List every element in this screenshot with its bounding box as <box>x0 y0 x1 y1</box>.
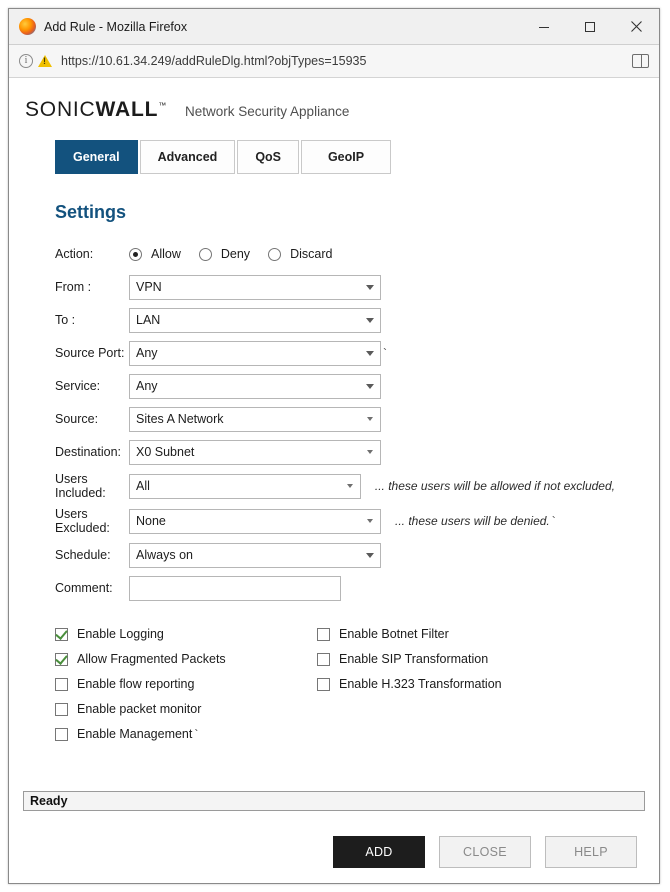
row-comment <box>55 575 615 601</box>
from-label: From : <box>55 280 92 294</box>
checkbox-row-enable-botnet-filter[interactable] <box>317 627 579 641</box>
destination-label: Destination: <box>55 445 122 459</box>
radio-discard-label: Discard <box>290 247 333 261</box>
comment-label: Comment: <box>55 581 113 595</box>
window-titlebar <box>9 9 659 45</box>
close-dialog-button[interactable]: CLOSE <box>439 836 531 868</box>
row-action <box>55 241 615 267</box>
checkbox-enable-flow-reporting[interactable] <box>55 678 68 691</box>
radio-deny[interactable] <box>199 248 212 261</box>
checkbox-row-enable-logging[interactable] <box>55 627 317 641</box>
checkbox-enable-sip-transformation[interactable] <box>317 653 330 666</box>
schedule-select-wrapper <box>129 543 381 568</box>
page-info-icon[interactable]: i <box>19 54 33 68</box>
users-included-hint: ... these users will be allowed if not excluded, <box>374 479 615 493</box>
cursor-artifact: ` <box>383 346 387 360</box>
section-title: Settings <box>55 202 127 222</box>
close-icon <box>630 20 643 33</box>
row-to <box>55 307 615 333</box>
minimize-button[interactable] <box>521 9 567 44</box>
brand-part-2: WALL <box>95 98 159 121</box>
radio-allow[interactable] <box>129 248 142 261</box>
destination-select[interactable] <box>129 440 381 465</box>
checkbox-row-allow-fragmented-packets[interactable] <box>55 652 317 666</box>
reader-view-icon[interactable] <box>632 54 649 68</box>
checkbox-enable-botnet-filter[interactable] <box>317 628 330 641</box>
maximize-button[interactable] <box>567 9 613 44</box>
row-service <box>55 373 615 399</box>
source-select-wrapper <box>129 407 381 432</box>
options-checkbox-area <box>55 627 659 752</box>
tab-bar <box>9 122 659 174</box>
checkbox-allow-fragmented-packets[interactable] <box>55 653 68 666</box>
users-excluded-select[interactable] <box>129 509 381 534</box>
status-bar: Ready <box>23 791 645 811</box>
service-label: Service: <box>55 379 101 393</box>
to-label: To : <box>55 313 76 327</box>
brand-part-1: SONIC <box>25 98 96 121</box>
options-right-column <box>317 627 579 752</box>
checkbox-allow-fragmented-packets-label: Allow Fragmented Packets <box>77 652 226 666</box>
users-included-select-wrapper <box>129 474 361 499</box>
checkbox-row-enable-h323-transformation[interactable] <box>317 677 579 691</box>
row-from <box>55 274 615 300</box>
checkbox-row-enable-packet-monitor[interactable] <box>55 702 317 716</box>
action-radio-group <box>129 247 346 261</box>
firefox-logo-icon <box>19 18 36 35</box>
help-button[interactable]: HELP <box>545 836 637 868</box>
tab-general[interactable]: General <box>55 140 138 174</box>
dialog-button-bar <box>333 836 637 868</box>
add-button[interactable]: ADD <box>333 836 425 868</box>
close-button[interactable] <box>613 9 659 44</box>
checkbox-enable-flow-reporting-label: Enable flow reporting <box>77 677 195 691</box>
checkbox-enable-logging[interactable] <box>55 628 68 641</box>
checkbox-enable-management[interactable] <box>55 728 68 741</box>
from-select[interactable] <box>129 275 381 300</box>
address-bar-icons <box>19 54 52 68</box>
page-content <box>9 78 659 883</box>
checkbox-enable-sip-transformation-label: Enable SIP Transformation <box>339 652 489 666</box>
maximize-icon <box>584 21 596 33</box>
radio-allow-label: Allow <box>151 247 181 261</box>
service-select[interactable] <box>129 374 381 399</box>
minimize-icon <box>538 21 550 33</box>
checkbox-enable-botnet-filter-label: Enable Botnet Filter <box>339 627 449 641</box>
rule-settings-form <box>55 241 615 601</box>
browser-window <box>8 8 660 884</box>
row-users-included <box>55 472 615 500</box>
action-label: Action: <box>55 247 94 261</box>
cursor-artifact: ` <box>551 514 556 528</box>
row-destination <box>55 439 615 465</box>
comment-input[interactable] <box>129 576 341 601</box>
row-source <box>55 406 615 432</box>
users-included-label: Users Included: <box>55 472 106 500</box>
to-select[interactable] <box>129 308 381 333</box>
tab-geoip[interactable]: GeoIP <box>301 140 391 174</box>
tab-qos[interactable]: QoS <box>237 140 299 174</box>
address-bar[interactable] <box>9 45 659 78</box>
checkbox-row-enable-management[interactable] <box>55 727 317 741</box>
checkbox-enable-packet-monitor[interactable] <box>55 703 68 716</box>
users-excluded-hint: ... these users will be denied. <box>395 514 550 528</box>
url-text[interactable]: https://10.61.34.249/addRuleDlg.html?objTypes=15935 <box>61 54 367 68</box>
schedule-label: Schedule: <box>55 548 111 562</box>
tab-advanced[interactable]: Advanced <box>140 140 236 174</box>
destination-select-wrapper <box>129 440 381 465</box>
checkbox-enable-h323-transformation[interactable] <box>317 678 330 691</box>
source-port-select-wrapper <box>129 341 381 366</box>
from-select-wrapper <box>129 275 381 300</box>
cursor-artifact: ` <box>194 727 199 741</box>
insecure-warning-icon[interactable] <box>38 55 52 67</box>
users-excluded-label: Users Excluded: <box>55 507 110 535</box>
checkbox-enable-packet-monitor-label: Enable packet monitor <box>77 702 202 716</box>
source-port-select[interactable] <box>129 341 381 366</box>
service-select-wrapper <box>129 374 381 399</box>
checkbox-enable-management-label: Enable Management <box>77 727 193 741</box>
radio-discard[interactable] <box>268 248 281 261</box>
source-select[interactable] <box>129 407 381 432</box>
row-schedule <box>55 542 615 568</box>
to-select-wrapper <box>129 308 381 333</box>
radio-deny-label: Deny <box>220 247 251 261</box>
row-users-excluded <box>55 507 615 535</box>
source-port-label: Source Port: <box>55 346 125 360</box>
users-included-select[interactable] <box>129 474 361 499</box>
options-left-column <box>55 627 317 752</box>
row-source-port <box>55 340 615 366</box>
sonicwall-logo <box>25 98 167 122</box>
checkbox-enable-h323-transformation-label: Enable H.323 Transformation <box>339 677 502 691</box>
checkbox-row-enable-flow-reporting[interactable] <box>55 677 317 691</box>
product-subtitle: Network Security Appliance <box>185 104 350 119</box>
source-label: Source: <box>55 412 99 426</box>
product-header <box>9 78 659 122</box>
trademark-symbol: ™ <box>158 101 168 110</box>
window-controls <box>521 9 659 44</box>
window-title: Add Rule - Mozilla Firefox <box>44 19 188 34</box>
checkbox-row-enable-sip-transformation[interactable] <box>317 652 579 666</box>
users-excluded-select-wrapper <box>129 509 381 534</box>
schedule-select[interactable] <box>129 543 381 568</box>
checkbox-enable-logging-label: Enable Logging <box>77 627 164 641</box>
